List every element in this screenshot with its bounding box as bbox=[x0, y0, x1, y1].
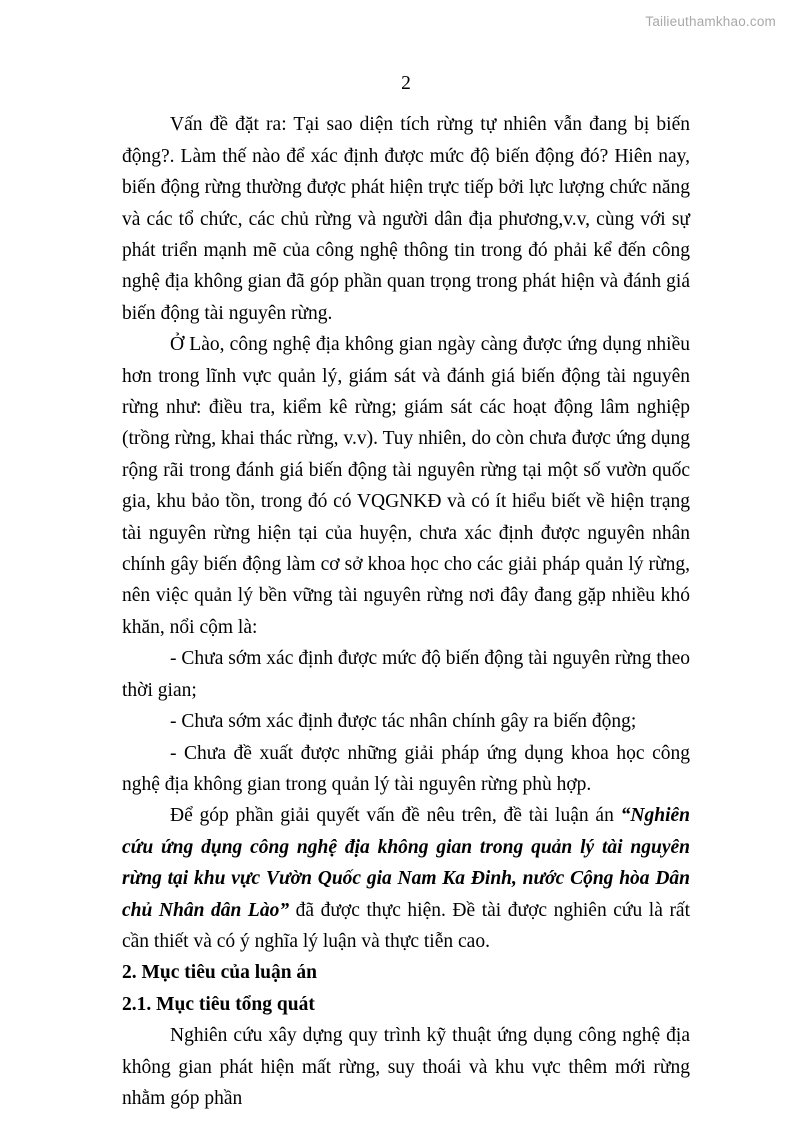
paragraph-1: Vấn đề đặt ra: Tại sao diện tích rừng tự nhiên vẫn đang bị biến động?. Làm thế nào để xác định được mức độ biến động đó? Hiên nay, biến động rừng thường được phát hiện trực tiếp bởi lực lượng chức năng và các tổ chức, các chủ rừng và người dân địa phương,v.v, cùng với sự phát triển mạnh mẽ của công nghệ thông tin trong đó phải kể đến công nghệ địa không gian đã góp phần quan trọng trong phát hiện và đánh giá biến động tài nguyên rừng. bbox=[122, 114, 690, 324]
heading-section-2-1: 2.1. Mục tiêu tổng quát bbox=[122, 993, 315, 1015]
bullet-item-3: - Chưa đề xuất được những giải pháp ứng dụng khoa học công nghệ địa không gian trong quản lý tài nguyên rừng phù hợp. bbox=[122, 742, 690, 795]
bullet-item-2: - Chưa sớm xác định được tác nhân chính gây ra biến động; bbox=[170, 711, 637, 733]
page-content bbox=[122, 72, 690, 1114]
page-number: 2 bbox=[401, 73, 411, 94]
paragraph-3 bbox=[122, 800, 690, 957]
paragraph-3-tail: đã được thực hiện. Đề tài được nghiên cứu là rất cần thiết và có ý nghĩa lý luận và thực tiễn cao. bbox=[122, 899, 691, 952]
paragraph-2: Ở Lào, công nghệ địa không gian ngày càng được ứng dụng nhiều hơn trong lĩnh vực quản lý, giám sát và đánh giá biến động tài nguyên rừng như: điều tra, kiểm kê rừng; giám sát các hoạt động lâm nghiệp (trồng rừng, khai thác rừng, v.v). Tuy nhiên, do còn chưa được ứng dụng rộng rãi trong đánh giá biến động tài nguyên rừng tại một số vườn quốc gia, khu bảo tồn, trong đó có VQGNKĐ và có ít hiểu biết về hiện trạng tài nguyên rừng hiện tại của huyện, chưa xác định được nguyên nhân chính gây biến động làm cơ sở khoa học cho các giải pháp quản lý rừng, nên việc quản lý bền vững tài nguyên rừng nơi đây đang gặp nhiều khó khăn, nổi cộm là: bbox=[122, 334, 690, 638]
bullet-item-1: - Chưa sớm xác định được mức độ biến động tài nguyên rừng theo thời gian; bbox=[122, 648, 690, 701]
thesis-title-citation: “Nghiên cứu ứng dụng công nghệ địa không gian trong quản lý tài nguyên rừng tại khu vực Vườn Quốc gia Nam Ka Đinh, nước Cộng hòa Dân chủ Nhân dân Lào” bbox=[122, 805, 690, 921]
watermark-label: Tailieuthamkhao.com bbox=[645, 14, 776, 29]
heading-section-2: 2. Mục tiêu của luận án bbox=[122, 962, 318, 984]
paragraph-4: Nghiên cứu xây dựng quy trình kỹ thuật ứng dụng công nghệ địa không gian phát hiện mất rừng, suy thoái và khu vực thêm mới rừng nhằm góp phần bbox=[122, 1025, 690, 1109]
paragraph-3-lead: Để góp phần giải quyết vấn đề nêu trên, đề tài luận án bbox=[170, 805, 621, 827]
